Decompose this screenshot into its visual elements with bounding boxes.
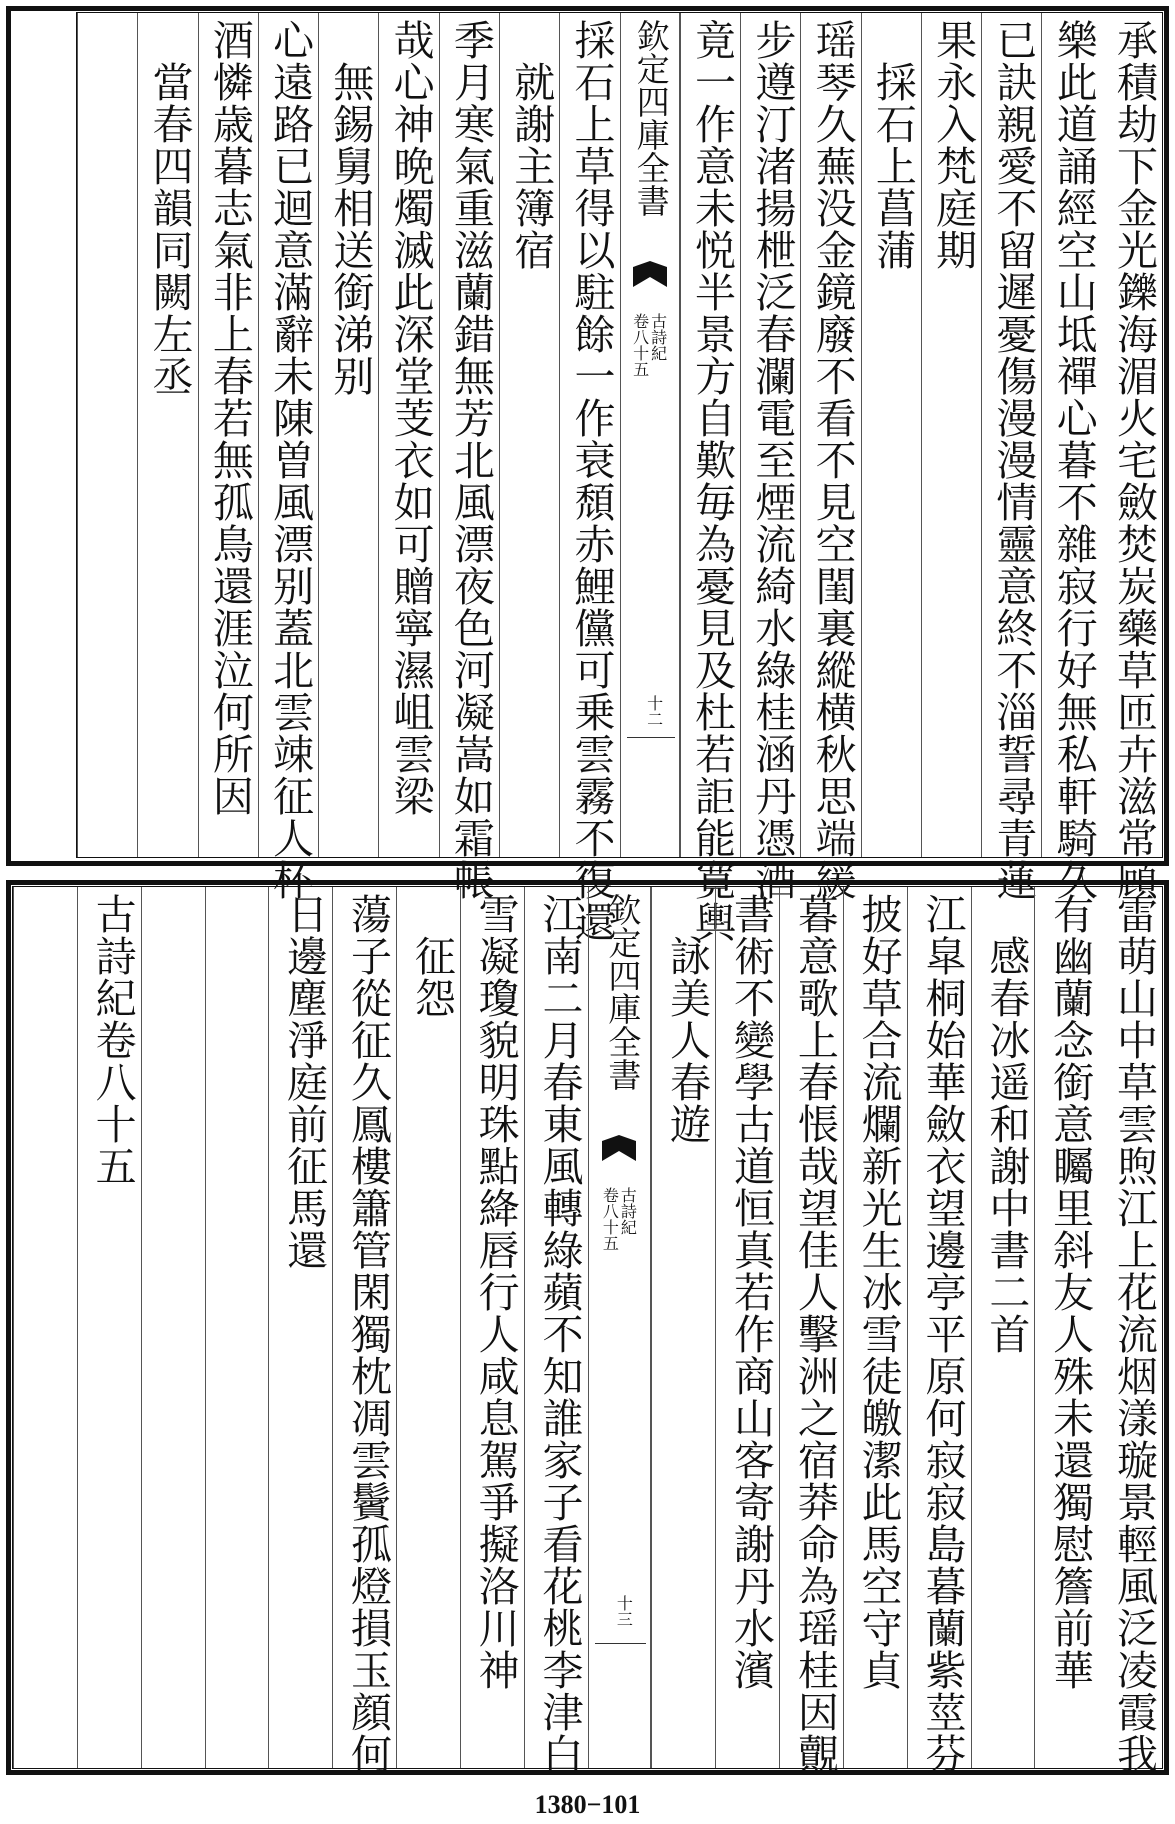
top-text-column	[861, 13, 921, 857]
top-center-subtitle: 古詩紀 卷八十五	[630, 313, 668, 377]
bottom-column-text: 江南二月春東風轉綠蘋不知誰家子看花桃李津白	[535, 893, 584, 1775]
bottom-text-column	[1034, 887, 1098, 1768]
top-text-column	[499, 13, 559, 857]
bottom-column-text: 雷萌山中草雲煦江上花流烟漾璇景輕風泛凌霞我	[1109, 893, 1158, 1775]
top-text-column	[921, 13, 981, 857]
bottom-text-column	[779, 887, 843, 1775]
top-text-column	[800, 13, 860, 901]
top-column-text: 已訣親愛不留遲憂傷漫漫情靈意終不淄誓尋青蓮	[989, 19, 1038, 901]
bottom-text-column	[396, 887, 460, 1768]
bottom-text-column	[77, 887, 141, 1768]
top-column-text: 哉心神晩燭滅此深堂芰衣如可贈寧濕岨雲梁	[386, 19, 435, 817]
top-column-text: 就謝主簿宿	[507, 19, 556, 271]
bottom-text-column	[268, 887, 332, 1768]
bottom-center-title: 欽定四庫全書	[603, 893, 643, 1091]
bottom-text-column	[13, 887, 77, 1768]
bottom-column-text: 古詩紀卷八十五	[88, 893, 137, 1187]
bottom-text-column	[1098, 887, 1162, 1775]
top-column-text: 心遠路已迴意滿辭未陳曽風漂别蓋北雲竦征人杯	[266, 19, 315, 901]
bottom-fishtail-mark-icon	[602, 1135, 636, 1161]
top-column-text: 酒憐歳暮志氣非上春若無孤鳥還涯泣何所因	[205, 19, 254, 817]
top-text-column	[378, 13, 438, 857]
top-text-column	[198, 13, 258, 857]
top-column-text: 採石上草得以駐餘一作衰頹赤鯉儻可乗雲霧不復還	[567, 19, 616, 943]
top-center-page-number: 十二	[644, 695, 664, 727]
top-text-column	[981, 13, 1041, 901]
bottom-column-text: 雪凝瓊貌明珠點絳唇行人咸息駕爭擬洛川神	[471, 893, 520, 1691]
bottom-column-text: 江皐桐始華斂衣望邊亭平原何寂寂島暮蘭紫莖芬	[918, 893, 967, 1775]
bottom-center-fold-column	[588, 887, 652, 1768]
top-text-column	[1102, 13, 1162, 901]
bottom-center-page-number: 十三	[614, 1595, 634, 1627]
top-column-text: 步遵汀渚揚枻泛春瀾電至煙流綺水綠桂涵丹憑酒	[748, 19, 797, 901]
bottom-text-column	[460, 887, 524, 1768]
top-column-text: 樂此道誦經空山坻禪心暮不雜寂行好無私軒騎久	[1049, 19, 1098, 901]
top-column-text: 承積劫下金光鑠海湄火宅斂焚炭藥草匝卉滋常頋	[1109, 19, 1158, 901]
bottom-column-text: 日邊塵淨庭前征馬還	[280, 893, 329, 1271]
top-text-column	[137, 13, 197, 857]
bottom-center-rule	[595, 1643, 647, 1644]
top-center-title: 欽定四庫全書	[631, 19, 671, 217]
page-footer-number: 1380−101	[534, 1790, 641, 1819]
top-column-text: 瑶琴久蕪没金鏡廢不看不見空閨裏縱横秋思端緩	[808, 19, 857, 901]
top-fishtail-mark-icon	[633, 261, 667, 287]
bottom-column-text: 感春冰遥和謝中書二首	[982, 893, 1031, 1355]
top-text-column	[439, 13, 499, 901]
top-text-column	[680, 13, 740, 943]
top-center-fold-column	[620, 13, 680, 857]
top-text-column	[559, 13, 619, 943]
top-text-column	[740, 13, 800, 901]
bottom-text-column	[971, 887, 1035, 1768]
top-page-text-area	[76, 12, 1163, 943]
bottom-column-text: 蕩子從征久鳳樓簫管閑獨枕凋雲鬢孤燈損玉顔何	[343, 893, 392, 1775]
top-column-text: 果永入梵庭期	[929, 19, 978, 271]
top-column-text: 採石上菖蒲	[868, 19, 917, 271]
bottom-text-column	[332, 887, 396, 1775]
top-text-column	[77, 13, 137, 857]
top-column-text: 竟一作意未悦半景方自歎毎為憂見及杜若詎能寛輿	[688, 19, 737, 943]
bottom-column-text: 暮意歌上春悵哉望佳人擊洲之宿莽命為瑶桂因覿	[790, 893, 839, 1775]
top-center-rule	[627, 737, 675, 738]
bottom-column-text: 披好草合流爛新光生冰雪徒皦潔此馬空守貞	[854, 893, 903, 1691]
bottom-column-text: 書術不變學古道恒真若作商山客寄謝丹水濱	[726, 893, 775, 1691]
bottom-page-text-area	[12, 886, 1163, 1775]
bottom-text-column	[524, 887, 588, 1775]
top-column-text: 無錫舅相送銜涕别	[326, 19, 375, 397]
bottom-column-text: 有幽蘭念銜意矚里斜友人殊未還獨慰簷前華	[1046, 893, 1095, 1691]
top-text-column	[258, 13, 318, 901]
bottom-text-column	[715, 887, 779, 1768]
bottom-text-column	[843, 887, 907, 1768]
top-column-text: 季月寒氣重滋蘭錯無芳北風漂夜色河凝嵩如霜帳	[446, 19, 495, 901]
bottom-text-column	[205, 887, 269, 1768]
top-column-text: 當春四韻同闕左丞	[145, 19, 194, 397]
bottom-text-column	[907, 887, 971, 1775]
bottom-text-column	[141, 887, 205, 1768]
bottom-text-column	[651, 887, 715, 1768]
bottom-column-text: 詠美人春遊	[663, 893, 712, 1145]
top-text-column	[1041, 13, 1101, 901]
top-text-column	[318, 13, 378, 857]
bottom-center-subtitle: 古詩紀 卷八十五	[600, 1187, 638, 1251]
bottom-column-text: 征怨	[407, 893, 456, 1019]
